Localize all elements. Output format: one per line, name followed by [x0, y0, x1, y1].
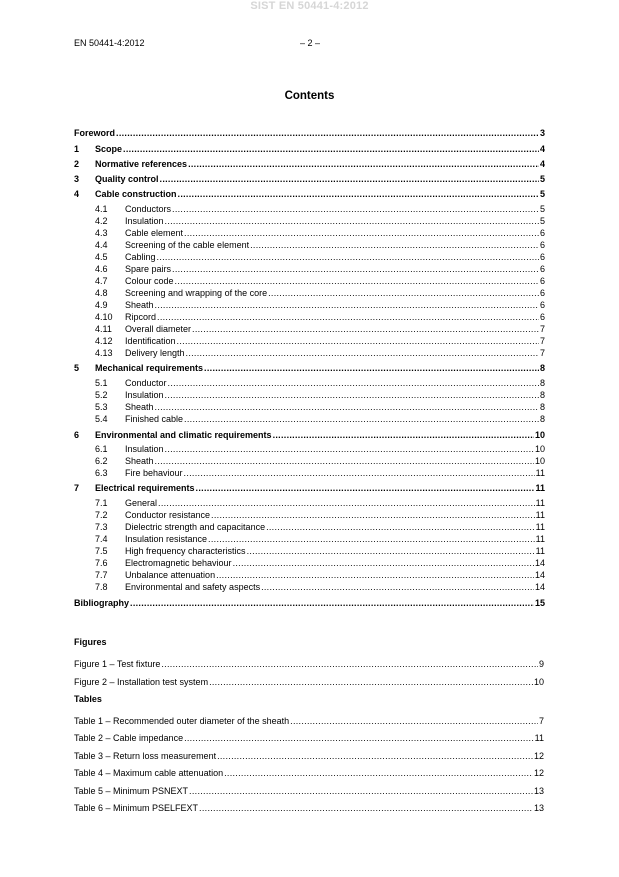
dot-leader — [177, 336, 539, 347]
toc-entry-page: 6 — [539, 312, 545, 322]
figures-heading: Figures — [74, 637, 107, 647]
dot-leader — [184, 733, 534, 744]
toc-subentry[interactable] — [74, 348, 545, 359]
toc-entry-label: Cabling — [125, 252, 156, 262]
toc-subentry[interactable] — [74, 402, 545, 413]
header-page-number: – 2 – — [299, 38, 321, 48]
toc-entry-number: 4 — [74, 189, 80, 199]
page-title: Contents — [284, 90, 335, 102]
toc-entry-page: 6 — [539, 252, 545, 262]
dot-leader — [165, 216, 539, 227]
table-entry[interactable] — [74, 803, 544, 814]
toc-entry-page: 6 — [539, 300, 545, 310]
dot-leader — [216, 570, 534, 581]
dot-leader — [184, 228, 539, 239]
toc-entry-label: Screening and wrapping of the core — [125, 288, 268, 298]
toc-entry-page: 5 — [539, 174, 545, 184]
toc-entry[interactable] — [74, 483, 545, 494]
dot-leader — [211, 510, 535, 521]
dot-leader — [217, 751, 533, 762]
dot-leader — [261, 582, 534, 593]
toc-entry-page: 11 — [535, 546, 545, 556]
toc-entry-page: 7 — [539, 336, 545, 346]
toc-entry-page: 3 — [539, 128, 545, 138]
toc-subentry[interactable] — [74, 324, 545, 335]
toc-entry[interactable] — [74, 363, 545, 374]
toc-entry-page: 6 — [539, 264, 545, 274]
toc-entry-page: 10 — [534, 444, 545, 454]
toc-entry-number: 5.1 — [95, 378, 108, 388]
toc-subentry[interactable] — [74, 414, 545, 425]
toc-entry-label: Spare pairs — [125, 264, 172, 274]
toc-entry-label: Quality control — [95, 174, 159, 184]
toc-entry-page: 10 — [534, 430, 545, 440]
dot-leader — [116, 128, 539, 139]
dot-leader — [157, 312, 539, 323]
dot-leader — [175, 276, 539, 287]
toc-entry[interactable] — [74, 189, 545, 200]
toc-entry-label: Bibliography — [74, 598, 130, 608]
toc-subentry[interactable] — [74, 264, 545, 275]
toc-entry-page: 11 — [535, 522, 545, 532]
toc-entry-page: 14 — [534, 570, 545, 580]
toc-subentry[interactable] — [74, 582, 545, 593]
dot-leader — [155, 402, 539, 413]
dot-leader — [290, 716, 538, 727]
table-entry[interactable] — [74, 716, 544, 727]
toc-entry-number: 5.3 — [95, 402, 108, 412]
toc-entry-number: 4.11 — [95, 324, 112, 334]
toc-entry-label: Insulation — [125, 390, 164, 400]
dot-leader — [178, 189, 539, 200]
toc-subentry[interactable] — [74, 276, 545, 287]
table-entry-label: Table 6 – Minimum PSELFEXT — [74, 803, 199, 813]
toc-entry-page: 6 — [539, 288, 545, 298]
toc-entry-page: 11 — [535, 483, 545, 493]
dot-leader — [273, 430, 534, 441]
figure-entry-label: Figure 1 – Test fixture — [74, 659, 161, 669]
toc-entry-label: Delivery length — [125, 348, 185, 358]
toc-entry-label: Insulation — [125, 444, 164, 454]
toc-entry-label: Foreword — [74, 128, 116, 138]
toc-entry-number: 6.2 — [95, 456, 108, 466]
table-entry-page: 11 — [534, 733, 544, 743]
toc-entry-number: 4.12 — [95, 336, 113, 346]
dot-leader — [160, 174, 539, 185]
toc-entry[interactable] — [74, 174, 545, 185]
dot-leader — [130, 598, 534, 609]
dot-leader — [266, 522, 535, 533]
table-entry-page: 13 — [533, 803, 544, 813]
table-entry-label: Table 2 – Cable impedance — [74, 733, 184, 743]
toc-entry-number: 4.4 — [95, 240, 108, 250]
toc-subentry[interactable] — [74, 228, 545, 239]
toc-entry-label: Sheath — [125, 456, 154, 466]
toc-entry-label: Insulation — [125, 216, 164, 226]
table-entry-label: Table 1 – Recommended outer diameter of the sheath — [74, 716, 290, 726]
table-entry-page: 7 — [538, 716, 544, 726]
toc-entry-label: Screening of the cable element — [125, 240, 250, 250]
table-entry[interactable] — [74, 751, 544, 762]
toc-entry-number: 1 — [74, 144, 80, 154]
dot-leader — [189, 786, 533, 797]
toc-entry-label: Colour code — [125, 276, 174, 286]
toc-entry-number: 5.4 — [95, 414, 108, 424]
toc-entry-number: 5 — [74, 363, 80, 373]
dot-leader — [247, 546, 535, 557]
dot-leader — [199, 803, 533, 814]
table-entry-label: Table 4 – Maximum cable attenuation — [74, 768, 224, 778]
toc-subentry[interactable] — [74, 336, 545, 347]
toc-entry-number: 7 — [74, 483, 80, 493]
tables-heading: Tables — [74, 694, 102, 704]
toc-entry-number: 7.4 — [95, 534, 108, 544]
dot-leader — [165, 444, 534, 455]
toc-entry-number: 2 — [74, 159, 80, 169]
figure-entry-label: Figure 2 – Installation test system — [74, 677, 209, 687]
toc-subentry[interactable] — [74, 546, 545, 557]
toc-entry-number: 4.13 — [95, 348, 113, 358]
dot-leader — [209, 677, 533, 688]
toc-entry-label: Insulation resistance — [125, 534, 208, 544]
toc-entry-number: 6.1 — [95, 444, 108, 454]
toc-entry-label: Conductor — [125, 378, 167, 388]
table-entry-label: Table 5 – Minimum PSNEXT — [74, 786, 189, 796]
dot-leader — [268, 288, 539, 299]
toc-entry-label: Conductor resistance — [125, 510, 211, 520]
table-entry-label: Table 3 – Return loss measurement — [74, 751, 217, 761]
dot-leader — [155, 300, 539, 311]
toc-entry-label: Conductors — [125, 204, 172, 214]
toc-entry-page: 8 — [539, 378, 545, 388]
toc-entry-page: 11 — [535, 534, 545, 544]
dot-leader — [250, 240, 539, 251]
toc-entry-label: Mechanical requirements — [95, 363, 204, 373]
toc-entry-number: 4.7 — [95, 276, 108, 286]
toc-entry-page: 14 — [534, 582, 545, 592]
toc-entry-label: High frequency characteristics — [125, 546, 246, 556]
toc-entry-label: Sheath — [125, 402, 154, 412]
toc-entry-number: 4.5 — [95, 252, 108, 262]
dot-leader — [168, 378, 539, 389]
toc-entry-page: 7 — [539, 348, 545, 358]
toc-subentry[interactable] — [74, 288, 545, 299]
toc-entry-number: 7.3 — [95, 522, 108, 532]
toc-entry-number: 7.7 — [95, 570, 108, 580]
toc-entry-label: Fire behaviour — [125, 468, 183, 478]
table-entry[interactable] — [74, 786, 544, 797]
toc-entry-number: 4.3 — [95, 228, 108, 238]
toc-entry-page: 5 — [539, 189, 545, 199]
dot-leader — [186, 348, 539, 359]
toc-entry-label: Cable construction — [95, 189, 177, 199]
toc-entry-page: 11 — [535, 468, 545, 478]
toc-entry-page: 7 — [539, 324, 545, 334]
dot-leader — [158, 498, 535, 509]
toc-entry-page: 11 — [535, 498, 545, 508]
header-doc-id: EN 50441-4:2012 — [74, 38, 145, 48]
toc-entry-page: 6 — [539, 240, 545, 250]
toc-entry-number: 4.9 — [95, 300, 108, 310]
toc-entry-label: Dielectric strength and capacitance — [125, 522, 266, 532]
toc-subentry[interactable] — [74, 534, 545, 545]
dot-leader — [172, 204, 539, 215]
toc-entry-page: 8 — [539, 414, 545, 424]
toc-entry[interactable] — [74, 430, 545, 441]
toc-entry-label: Finished cable — [125, 414, 184, 424]
toc-subentry[interactable] — [74, 300, 545, 311]
toc-subentry[interactable] — [74, 240, 545, 251]
toc-entry[interactable] — [74, 128, 545, 139]
toc-entry-page: 8 — [539, 390, 545, 400]
toc-entry-label: Overall diameter — [125, 324, 192, 334]
toc-subentry[interactable] — [74, 252, 545, 263]
toc-entry-number: 4.6 — [95, 264, 108, 274]
dot-leader — [208, 534, 535, 545]
toc-entry-page: 5 — [539, 204, 545, 214]
toc-entry-number: 6 — [74, 430, 80, 440]
toc-subentry[interactable] — [74, 498, 545, 509]
figure-entry[interactable] — [74, 659, 544, 670]
dot-leader — [123, 144, 539, 155]
toc-subentry[interactable] — [74, 510, 545, 521]
toc-entry-number: 6.3 — [95, 468, 108, 478]
toc-entry-number: 7.5 — [95, 546, 108, 556]
table-entry-page: 13 — [533, 786, 544, 796]
toc-entry-label: Environmental and safety aspects — [125, 582, 261, 592]
toc-subentry[interactable] — [74, 456, 545, 467]
toc-entry-page: 11 — [535, 510, 545, 520]
toc-subentry[interactable] — [74, 444, 545, 455]
toc-entry-label: Sheath — [125, 300, 154, 310]
toc-entry-page: 6 — [539, 276, 545, 286]
dot-leader — [204, 363, 539, 374]
toc-entry-number: 7.1 — [95, 498, 108, 508]
toc-subentry[interactable] — [74, 312, 545, 323]
table-entry[interactable] — [74, 768, 544, 779]
toc-subentry[interactable] — [74, 570, 545, 581]
dot-leader — [224, 768, 533, 779]
toc-entry-number: 7.6 — [95, 558, 108, 568]
toc-entry-label: Normative references — [95, 159, 188, 169]
toc-entry-label: Unbalance attenuation — [125, 570, 216, 580]
figure-entry-page: 10 — [533, 677, 544, 687]
dot-leader — [155, 456, 534, 467]
toc-entry-page: 10 — [534, 456, 545, 466]
table-entry-page: 12 — [533, 768, 544, 778]
toc-entry-page: 14 — [534, 558, 545, 568]
toc-entry-label: General — [125, 498, 158, 508]
toc-entry-number: 4.8 — [95, 288, 108, 298]
toc-entry-page: 8 — [539, 363, 545, 373]
dot-leader — [192, 324, 539, 335]
toc-entry-number: 7.2 — [95, 510, 108, 520]
toc-entry-number: 4.1 — [95, 204, 108, 214]
toc-entry-number: 4.10 — [95, 312, 113, 322]
dot-leader — [233, 558, 534, 569]
toc-entry-label: Cable element — [125, 228, 184, 238]
watermark: SIST EN 50441-4:2012 — [250, 0, 369, 12]
dot-leader — [157, 252, 539, 263]
toc-entry-label: Ripcord — [125, 312, 157, 322]
toc-subentry[interactable] — [74, 522, 545, 533]
toc-entry-number: 7.8 — [95, 582, 108, 592]
dot-leader — [184, 468, 535, 479]
toc-subentry[interactable] — [74, 378, 545, 389]
toc-entry[interactable] — [74, 144, 545, 155]
dot-leader — [188, 159, 539, 170]
toc-entry-number: 4.2 — [95, 216, 108, 226]
toc-entry-label: Scope — [95, 144, 123, 154]
toc-entry-number: 5.2 — [95, 390, 108, 400]
dot-leader — [161, 659, 538, 670]
toc-entry[interactable] — [74, 159, 545, 170]
toc-entry-page: 6 — [539, 228, 545, 238]
dot-leader — [172, 264, 539, 275]
toc-entry-label: Environmental and climatic requirements — [95, 430, 272, 440]
figure-entry[interactable] — [74, 677, 544, 688]
toc-entry-page: 4 — [539, 159, 545, 169]
dot-leader — [184, 414, 539, 425]
table-entry[interactable] — [74, 733, 544, 744]
dot-leader — [196, 483, 535, 494]
toc-entry-label: Electromagnetic behaviour — [125, 558, 232, 568]
toc-subentry[interactable] — [74, 558, 545, 569]
toc-entry-page: 5 — [539, 216, 545, 226]
toc-entry-page: 8 — [539, 402, 545, 412]
toc-subentry[interactable] — [74, 204, 545, 215]
toc-entry-label: Electrical requirements — [95, 483, 195, 493]
toc-entry-label: Identification — [125, 336, 176, 346]
toc-subentry[interactable] — [74, 468, 545, 479]
figure-entry-page: 9 — [538, 659, 544, 669]
toc-entry-page: 15 — [534, 598, 545, 608]
toc-entry-number: 3 — [74, 174, 80, 184]
toc-subentry[interactable] — [74, 216, 545, 227]
toc-entry-page: 4 — [539, 144, 545, 154]
table-entry-page: 12 — [533, 751, 544, 761]
toc-entry[interactable] — [74, 598, 545, 609]
dot-leader — [165, 390, 539, 401]
toc-subentry[interactable] — [74, 390, 545, 401]
